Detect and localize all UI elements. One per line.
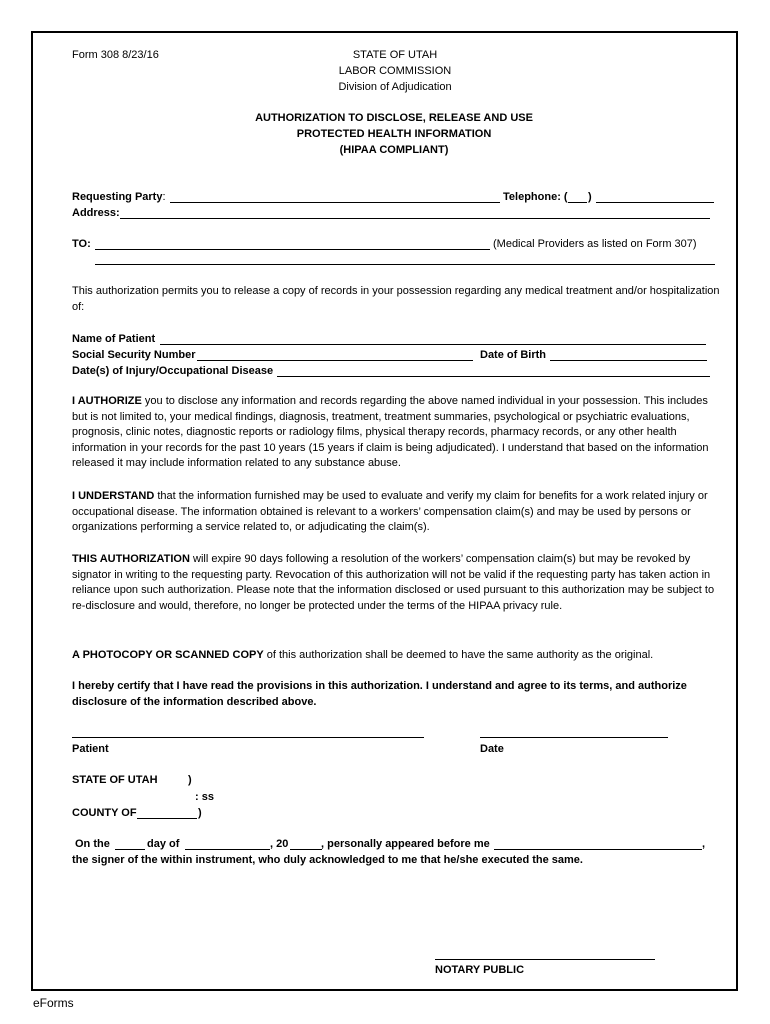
notary-state-paren: ) bbox=[188, 774, 192, 786]
notary-signature-field[interactable] bbox=[435, 959, 655, 960]
requesting-party-field[interactable] bbox=[170, 202, 500, 203]
expiration-paragraph: THIS AUTHORIZATION will expire 90 days following a resolution of the workers’ compensation claim(s) but may be revoked by signator in writing to the requesting party. Revocation of this authorization will not be valid if the requesting party has taken action in reliance upon such authorization. Please note that the information disclosed or used pursuant to this authorization may be subject to re-disclosure and would, therefore, no longer be protected under the terms of the HIPAA privacy rule. bbox=[72, 553, 715, 612]
signature-date-label: Date bbox=[480, 743, 504, 755]
to-label: TO: bbox=[72, 238, 91, 250]
injury-dates-field[interactable] bbox=[277, 376, 710, 377]
ssn-field[interactable] bbox=[197, 360, 473, 361]
state-heading: STATE OF UTAH bbox=[352, 49, 438, 61]
understand-paragraph: I UNDERSTAND that the information furnished may be used to evaluate and verify my claim for benefits for a work related injury or occupational disease. The information obtained is relevant to a workers’ compensation claim(s) and may be used by persons or organizations performing a service related to, or adjudicating the claim(s). bbox=[72, 490, 708, 534]
address-field[interactable] bbox=[120, 218, 710, 219]
medical-provider-field[interactable] bbox=[95, 249, 490, 250]
patient-name-label: Name of Patient bbox=[72, 333, 156, 345]
notary-county-paren: ) bbox=[198, 807, 202, 819]
patient-signature-label: Patient bbox=[72, 743, 109, 755]
notary-on-the: On the bbox=[75, 838, 110, 850]
form-title-line2: PROTECTED HEALTH INFORMATION bbox=[296, 128, 492, 140]
address-label: Address: bbox=[72, 207, 120, 219]
notary-appeared: , personally appeared before me bbox=[321, 838, 490, 850]
notary-state-label: STATE OF UTAH bbox=[72, 774, 158, 786]
patient-name-field[interactable] bbox=[160, 344, 706, 345]
notary-year-prefix: , 20 bbox=[270, 838, 289, 850]
to-note: (Medical Providers as listed on Form 307) bbox=[493, 238, 697, 250]
county-field[interactable] bbox=[137, 818, 197, 819]
medical-provider-field-line2[interactable] bbox=[95, 264, 715, 265]
notary-public-label: NOTARY PUBLIC bbox=[435, 964, 525, 976]
telephone-label: Telephone: ( bbox=[503, 191, 568, 203]
agency-heading: LABOR COMMISSION bbox=[338, 65, 452, 77]
photocopy-paragraph: A PHOTOCOPY OR SCANNED COPY of this authorization shall be deemed to have the same authority as the original. bbox=[72, 649, 654, 661]
ssn-label: Social Security Number bbox=[72, 349, 196, 361]
telephone-area-code-field[interactable] bbox=[568, 202, 587, 203]
notary-appeared-name-field[interactable] bbox=[494, 849, 702, 850]
notary-year-field[interactable] bbox=[290, 849, 322, 850]
notary-month-field[interactable] bbox=[185, 849, 270, 850]
eforms-footer: eForms bbox=[33, 996, 74, 1010]
form-title-line1: AUTHORIZATION TO DISCLOSE, RELEASE AND USE bbox=[255, 112, 533, 124]
intro-paragraph: This authorization permits you to release a copy of records in your possession regarding any medical treatment and/or hospitalization of: bbox=[72, 285, 720, 313]
certification-paragraph: I hereby certify that I have read the provisions in this authorization. I understand and agree to its terms, and authorize disclosure of the information described above. bbox=[72, 680, 687, 708]
injury-dates-label: Date(s) of Injury/Occupational Disease bbox=[72, 365, 274, 377]
notary-day-of: day of bbox=[147, 838, 180, 850]
notary-ss: : ss bbox=[195, 791, 214, 803]
telephone-close-paren: ) bbox=[588, 191, 592, 203]
division-heading: Division of Adjudication bbox=[338, 81, 452, 93]
dob-label: Date of Birth bbox=[480, 349, 546, 361]
notary-day-field[interactable] bbox=[115, 849, 145, 850]
requesting-party-label: Requesting Party: bbox=[72, 191, 166, 203]
form-title-line3: (HIPAA COMPLIANT) bbox=[339, 144, 449, 156]
notary-county-label: COUNTY OF bbox=[72, 807, 137, 819]
notary-comma: , bbox=[702, 838, 706, 850]
dob-field[interactable] bbox=[550, 360, 707, 361]
form-number: Form 308 8/23/16 bbox=[72, 49, 159, 61]
notary-acknowledgement: the signer of the within instrument, who duly acknowledged to me that he/she executed the same. bbox=[72, 854, 583, 866]
patient-signature-field[interactable] bbox=[72, 737, 424, 738]
authorize-paragraph: I AUTHORIZE you to disclose any information and records regarding the above named individual in your possession. This includes but is not limited to, your medical findings, diagnosis, treatment, treatment summaries, psychological or psychiatric evaluations, prognosis, clinic notes, diagnostic reports or radiology films, physical therapy records, pharmacy records, or any other health information in your records for the past 10 years (15 years if claim is being adjudicated). I understand that based on the information released it may include information related to any substance abuse. bbox=[72, 395, 709, 470]
telephone-number-field[interactable] bbox=[596, 202, 714, 203]
signature-date-field[interactable] bbox=[480, 737, 668, 738]
